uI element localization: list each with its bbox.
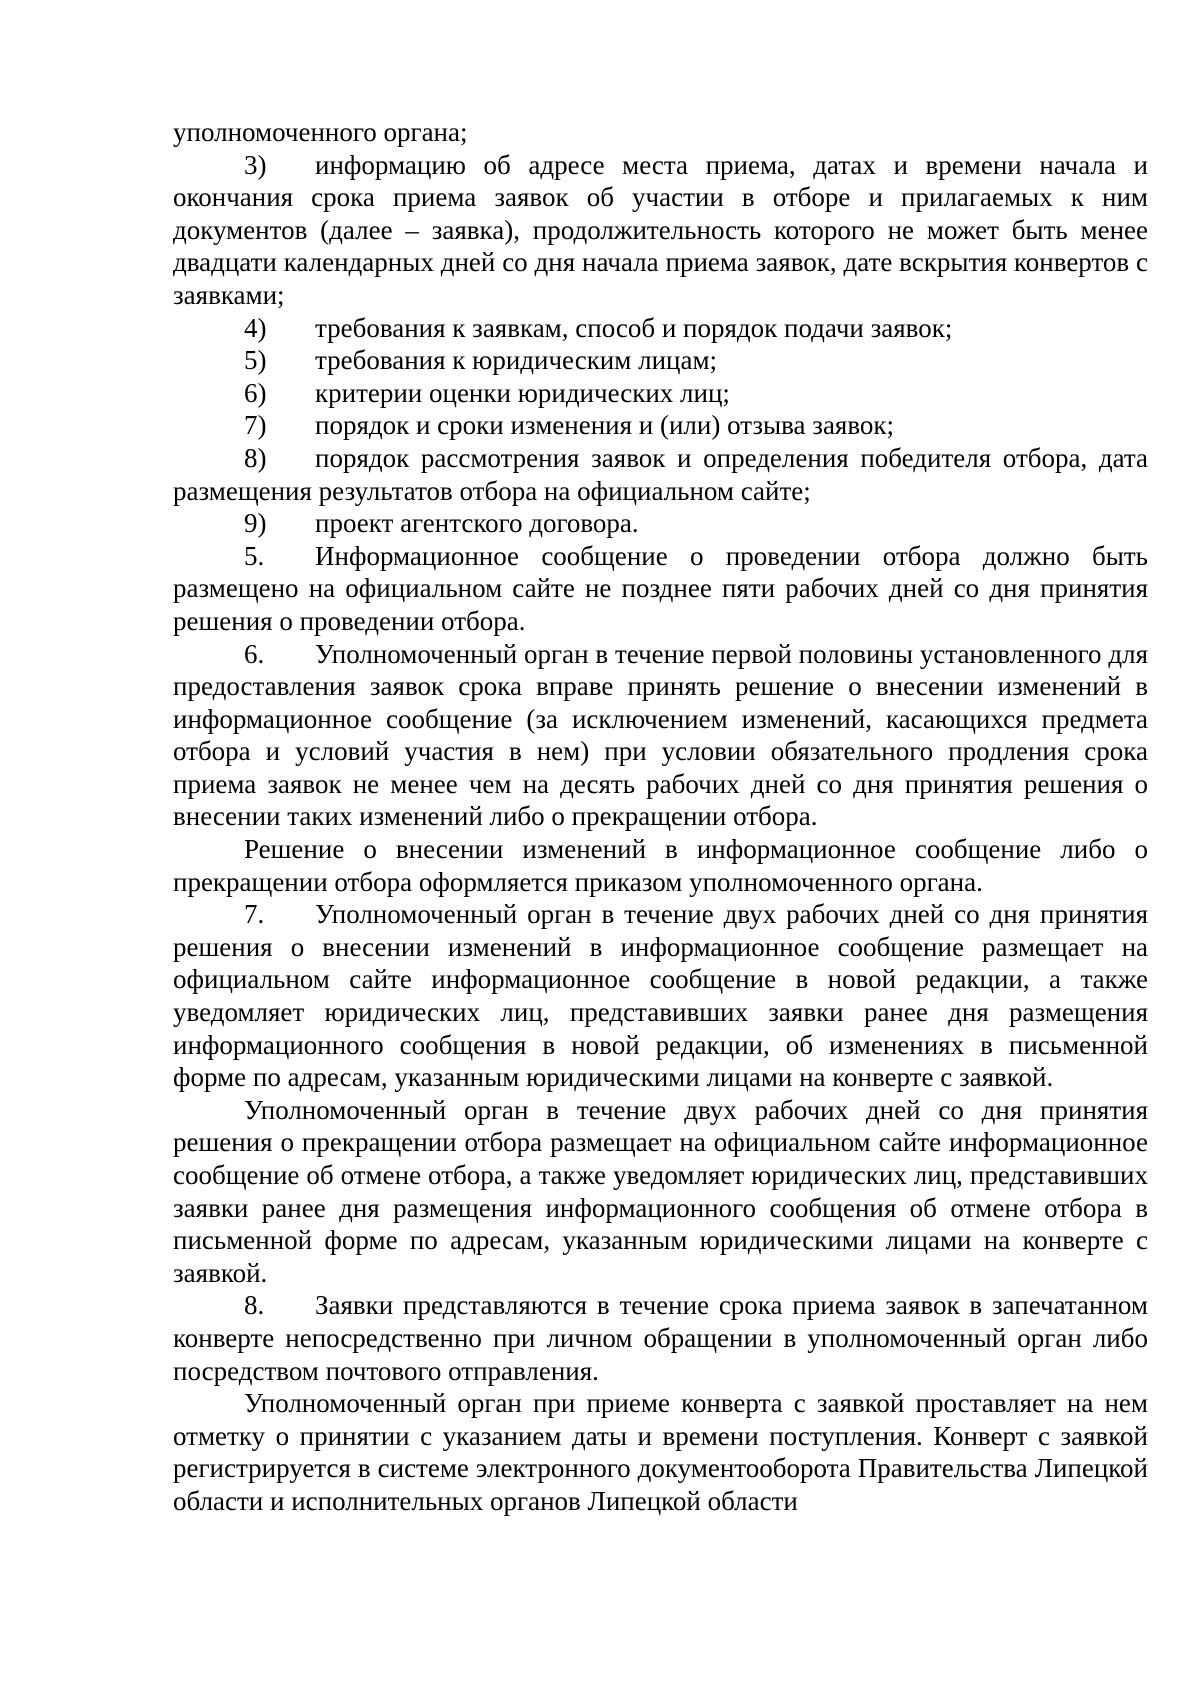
paragraph-text: порядок рассмотрения заявок и определения победителя отбора, дата размещения результатов отбора на официальном сайте; xyxy=(173,442,1148,506)
list-item-3 xyxy=(173,149,1148,312)
item-number: 9) xyxy=(244,508,267,539)
list-item-8 xyxy=(173,442,1148,507)
section-number: 8. xyxy=(244,1290,265,1321)
paragraph-text: требования к юридическим лицам; xyxy=(315,345,718,376)
paragraph xyxy=(173,1094,1148,1290)
section-number: 7. xyxy=(244,899,265,930)
item-number: 7) xyxy=(244,410,267,441)
paragraph-text: информацию об адресе места приема, датах и времени начала и окончания срока приема заявок об участии в отборе и прилагаемых к ним документов (далее – заявка), продолжительность которого не может быть менее двадцати календарных дней со дня начала приема заявок, дате вскрытия конвертов с заявками; xyxy=(173,149,1148,310)
document-body xyxy=(173,116,1148,1518)
paragraph xyxy=(173,1387,1148,1517)
section-7 xyxy=(173,898,1148,1094)
paragraph-text: уполномоченного органа; xyxy=(173,117,468,147)
paragraph-text: требования к заявкам, способ и порядок подачи заявок; xyxy=(315,312,953,343)
item-number: 5) xyxy=(244,345,267,376)
paragraph-text: Уполномоченный орган в течение двух рабочих дней со дня принятия решения о внесении изменений в информационное сообщение размещает на официальном сайте информационное сообщение в новой редакции, а также уведомляет юридических лиц, представивших заявки ранее дня размещения информационного сообщения в новой редакции, об изменениях в письменной форме по адресам, указанным юридическими лицами на конверте с заявкой. xyxy=(173,899,1148,1093)
paragraph xyxy=(173,833,1148,898)
section-8 xyxy=(173,1289,1148,1387)
list-item-6 xyxy=(173,377,1148,410)
paragraph-text: Уполномоченный орган в течение двух рабочих дней со дня принятия решения о прекращении отбора размещает на официальном сайте информационное сообщение об отмене отбора, а также уведомляет юридических лиц, представивших заявки ранее дня размещения информационного сообщения об отмене отбора в письменной форме по адресам, указанным юридическими лицами на конверте с заявкой. xyxy=(173,1094,1148,1288)
item-number: 6) xyxy=(244,377,267,408)
section-6 xyxy=(173,638,1148,834)
section-5 xyxy=(173,540,1148,638)
paragraph-text: Информационное сообщение о проведении отбора должно быть размещено на официальном сайте не позднее пяти рабочих дней со дня принятия решения о проведении отбора. xyxy=(173,540,1148,636)
paragraph-continuation xyxy=(173,116,1148,149)
list-item-9 xyxy=(173,507,1148,540)
paragraph-text: проект агентского договора. xyxy=(315,508,639,539)
paragraph-text: Решение о внесении изменений в информационное сообщение либо о прекращении отбора оформляется приказом уполномоченного органа. xyxy=(173,834,1148,897)
item-number: 8) xyxy=(244,442,267,473)
list-item-5 xyxy=(173,344,1148,377)
paragraph-text: Уполномоченный орган в течение первой половины установленного для предоставления заявок срока вправе принять решение о внесении изменений в информационное сообщение (за исключением изменений, касающихся предмета отбора и условий участия в нем) при условии обязательного продления срока приема заявок не менее чем на десять рабочих дней со дня принятия решения о внесении таких изменений либо о прекращении отбора. xyxy=(173,638,1148,832)
item-number: 3) xyxy=(244,149,267,180)
paragraph-text: порядок и сроки изменения и (или) отзыва заявок; xyxy=(315,410,895,441)
list-item-4 xyxy=(173,312,1148,345)
paragraph-text: Уполномоченный орган при приеме конверта с заявкой проставляет на нем отметку о принятии с указанием даты и времени поступления. Конверт с заявкой регистрируется в системе электронного документооборота Правительства Липецкой области и исполнительных органов Липецкой области xyxy=(173,1388,1148,1516)
item-number: 4) xyxy=(244,312,267,343)
section-number: 5. xyxy=(244,540,265,571)
list-item-7 xyxy=(173,409,1148,442)
paragraph-text: Заявки представляются в течение срока приема заявок в запечатанном конверте непосредственно при личном обращении в уполномоченный орган либо посредством почтового отправления. xyxy=(173,1290,1148,1386)
paragraph-text: критерии оценки юридических лиц; xyxy=(315,377,730,408)
section-number: 6. xyxy=(244,638,265,669)
